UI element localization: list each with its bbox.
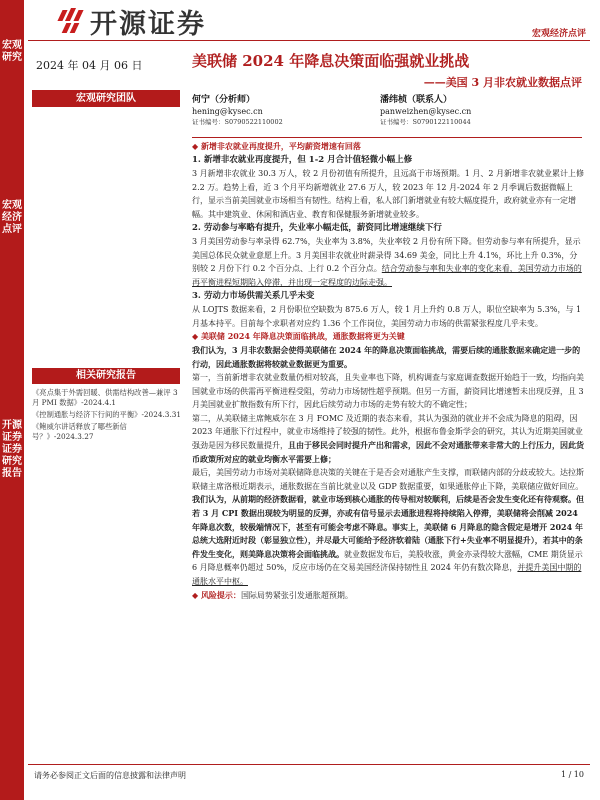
paragraph-4: 我们认为，3 月非农数据会使得美联储在 2024 年的降息决策面临挑战，需要后续的通胀数据来确定进一步的行动，因此通胀数据将较就业数据更为重要。	[192, 344, 581, 369]
subheading-1: 1. 新增非农就业再度提升，但 1-2 月合计值轻微小幅上修	[192, 154, 413, 165]
author-1	[192, 95, 283, 128]
bullet-icon: ◆	[192, 331, 201, 342]
brand-logo	[56, 4, 206, 38]
author-email[interactable]: panweizhen@kysec.cn	[380, 107, 472, 116]
bullet-icon: ◆	[192, 141, 201, 151]
section-bullet-2: ◆ 美联储 2024 年降息决策面临挑战，通胀数据将更为关键	[192, 331, 405, 342]
team-label: 宏观研究团队	[32, 90, 180, 107]
paragraph-3: 从 LOJTS 数据来看，2 月份职位空缺数为 875.6 万人，较 1 月上升约 0.8 万人，职位空缺率为 5.3%，与 1 月基本持平。目前每个求职者对应约 1.36 个工作岗位，美国劳动力市场的供需紧张程度几乎未变。	[192, 305, 582, 328]
paragraph-8: 我们认为，从前期的经济数据看，就业市场到核心通胀的传导相对较顺利，后续是否会发生变化还有待观察。但若 3 月 CPI 数据出现较为明显的反弹，亦或有信号显示去通胀进程将持续陷入停滞，美联储将会削减 2024 年降息次数，较极端情况下，甚至有可能会考虑不降息。事实上，美联储 6 月降息的隐含假定是增开 2024 年总统大选附近时段（彰显独立性），并尽最大可能给予经济软着陆（通胀下行+失业率不明显提升），若其中的条件发生变化，则美降息决策将会面临挑战。就业数据发布后，美股收涨，黄金亦录得较大涨幅，CME 期货显示 6 月降息概率仍超过 50%，反应市场仍在交易美国经济保持韧性且 2024 年仍有数次降息，并提升美国中期的通胀水平中枢。	[192, 494, 584, 586]
page-number: 1 / 10	[560, 770, 584, 779]
bullet-icon: ◆	[192, 589, 201, 600]
side-label-bottom: 开源证券 证券研究报告	[2, 420, 22, 479]
report-subtitle: ——美国 3 月非农就业数据点评	[423, 76, 582, 89]
report-category: 宏观经济点评	[531, 29, 586, 39]
paragraph-6: 第二，从美联储主席鲍威尔在 3 月 FOMC 及近期的表态来看，其认为强劲的就业并不会成为降息的阻碍，因 2023 年通胀下行过程中，就业市场维持了较强的韧性。此外，根据布鲁金斯学会的研究，其认为近期美国就业强劲是因为移民数量提升，且由于移民会同时提升产出和需求，因此不会对通胀带来非常大的上行压力，因此货币政策所对应的就业均衡水平需要上修；	[192, 413, 584, 464]
paragraph-2: 3 月美国劳动参与率录得 62.7%，失业率为 3.8%，失业率较 2 月份有所下降。但劳动参与率有所提升，显示美国总体民众就业意愿上升。3 月美国非农就业时薪录得 34.69 美金，同比上升 4.1%，环比上升 0.3%，分别较 2 月份下行 0.2 个百分点、上行 0.2 个百分点。结合劳动参与率和失业率的变化来看，美国劳动力市场的再平衡进程短期陷入停滞，并出现一定程度的边际走强。	[192, 237, 582, 287]
section-bullet-1: ◆ 新增非农就业再度提升，平均薪资增速有回落	[192, 141, 361, 151]
subheading-2: 2. 劳动参与率略有提升，失业率小幅走低，薪资同比增速继续下行	[192, 222, 442, 233]
side-label-middle: 宏观经济点评	[2, 200, 22, 235]
related-label: 相关研究报告	[32, 368, 180, 384]
report-date: 2024 年 04 月 06 日	[36, 59, 143, 72]
author-rule	[192, 137, 582, 138]
related-list	[32, 388, 182, 444]
author-cert: 证书编号：S0790122110044	[380, 118, 471, 126]
side-strip	[0, 0, 24, 800]
related-item[interactable]: 《控制通胀与经济下行间的平衡》-2024.3.31	[32, 410, 182, 419]
subheading-3: 3. 劳动力市场供需关系几乎未变	[192, 290, 315, 301]
report-title: 美联储 2024 年降息决策面临强就业挑战	[192, 52, 470, 70]
brand-name: 开源证券	[90, 8, 206, 40]
footer-disclaimer: 请务必参阅正文后面的信息披露和法律声明	[34, 771, 186, 780]
related-item[interactable]: 《亮点集于外需回暖、供需结构改善—兼评 3 月 PMI 数据》-2024.4.1	[32, 388, 178, 407]
header-rule	[28, 40, 590, 41]
main-content	[192, 140, 584, 602]
related-item[interactable]: 《鲍威尔讲话释放了哪些新信号？》-2024.3.27	[32, 422, 127, 441]
brand-mark-icon	[56, 8, 82, 34]
author-2	[380, 95, 471, 128]
author-cert: 证书编号：S0790522110002	[192, 118, 283, 126]
author-name: 何宁（分析师）	[192, 95, 256, 105]
paragraph-1: 3 月新增非农就业 30.3 万人，较 2 月份初值有所提升，且远高于市场预期。1 月、2 月新增非农就业累计上修 2.2 万。趋势上看，近 3 个月平均新增就业 27.6 万人，较 2023 年 12 月-2024 年 2 月季调后数据微幅上行，显示当前美国就业市场相当有韧性。结构上看，私人部门新增就业有较大幅度提升，政府就业亦有一定增幅。其中建筑业、休闲和酒店业、教育和保健服务新增就业较多。	[192, 169, 584, 219]
paragraph-5: 第一，当前新增非农就业数量仍相对较高，且失业率也下降，机构调查与家庭调查数据开始趋于一致，均指向美国就业市场的供需再平衡进程受阻，劳动力市场韧性超乎预期。但另一方面，薪资同比增速暂未出现反弹，且 3 月美国就业扩散指数有所下行，因此后续劳动力市场的走势有较大的不确定性；	[192, 373, 584, 410]
author-email[interactable]: hening@kysec.cn	[192, 107, 263, 116]
risk-warning: ◆ 风险提示：国际局势紧张引发通胀超预期。	[192, 589, 353, 600]
paragraph-7: 最后，美国劳动力市场对美联储降息决策的关键在于是否会对通胀产生支撑，而联储内部的分歧或较大。达拉斯联储主席洛根近期表示，通胀数据在当前比就业以及 GDP 数据重要，如果通胀停止下降，美联储应做好回应。	[192, 468, 584, 491]
author-name: 潘纬桢（联系人）	[380, 95, 453, 105]
footer-rule	[28, 764, 590, 765]
side-label-top: 宏观研究	[2, 40, 22, 63]
